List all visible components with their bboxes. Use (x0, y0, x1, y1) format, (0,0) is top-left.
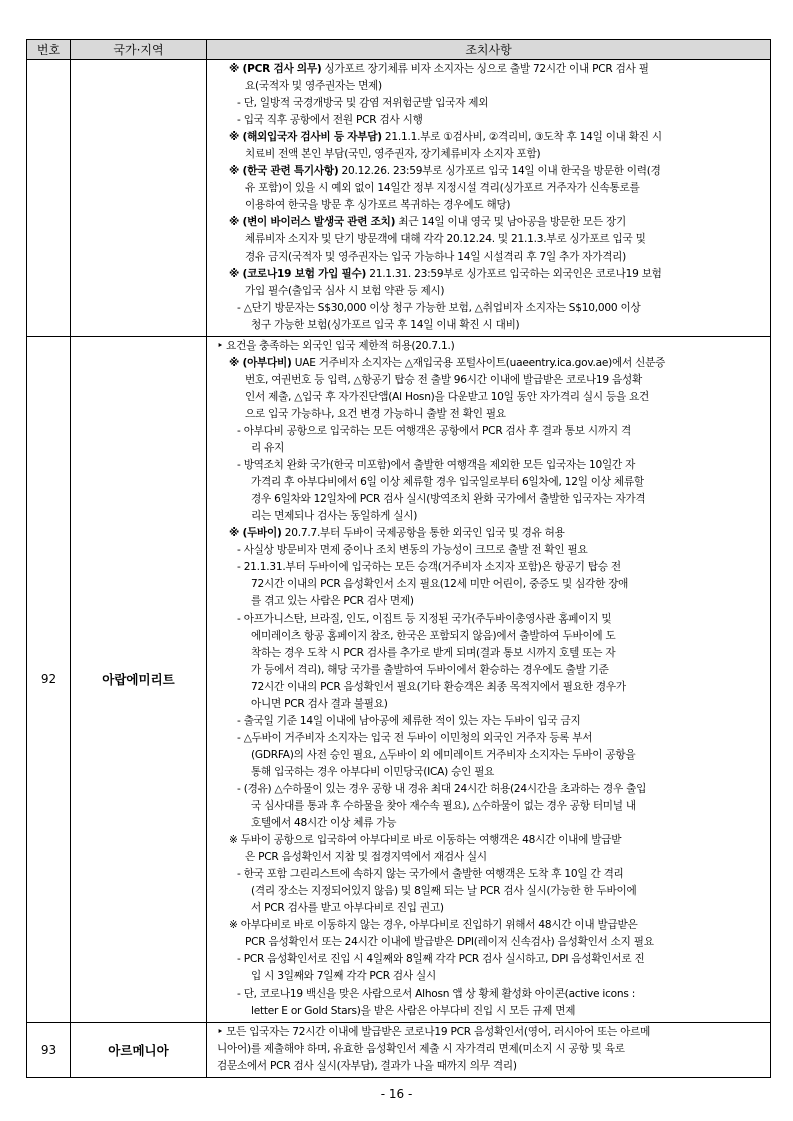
measure-line (217, 146, 760, 163)
measure-text: 21.1.31. 23:59부로 싱가포르 입국하는 외국인은 코로나19 보험 (366, 267, 662, 280)
measure-line (217, 508, 760, 525)
measure-text: - 출국일 기준 14일 이내에 남아공에 체류한 적이 있는 자는 두바이 입국 금지 (237, 714, 581, 727)
measure-line (217, 849, 760, 866)
country-name: 아르메니아 (71, 1022, 207, 1077)
measure-line (217, 747, 760, 764)
measure-line (217, 696, 760, 713)
measure-text: - △단기 방문자는 S$30,000 이상 청구 가능한 보험, △취업비자 소지자는 S$10,000 이상 (237, 301, 641, 314)
measure-text: 이용하여 한국을 방문 후 싱가포르 복귀하는 경우에도 해당) (245, 199, 511, 212)
measure-text: 인서 제출, △입국 후 자가진단앱(Al Hosn)을 다운받고 10일 동안 자가격리 실시 등을 요건 (245, 390, 650, 403)
measures-cell (207, 1022, 771, 1077)
measure-line (217, 645, 760, 662)
measure-line (217, 338, 760, 355)
measure-line (217, 214, 760, 231)
measure-text: - (경유) △수하물이 있는 경우 공항 내 경유 최대 24시간 허용(24시간을 초과하는 경우 출입 (237, 782, 647, 795)
measure-line (217, 163, 760, 180)
measure-text: - 단, 일방적 국경개방국 및 감염 저위험군발 입국자 제외 (237, 97, 489, 110)
measure-text: - 한국 포함 그린리스트에 속하지 않는 국가에서 출발한 여행객은 도착 후 10일 간 격리 (237, 868, 624, 881)
measure-line (217, 1003, 760, 1020)
measure-text: 통해 입국하는 경우 아부다비 이민당국(ICA) 승인 필요 (251, 765, 495, 778)
measure-text: - △두바이 거주비자 소지자는 입국 전 두바이 이민청의 외국인 거주자 등록 부서 (237, 731, 593, 744)
measure-line (217, 112, 760, 129)
measure-heading: ※ (한국 관련 특기사항) (229, 165, 339, 178)
measure-line (217, 559, 760, 576)
measure-line (217, 576, 760, 593)
measure-text: 21.1.1.부로 ①검사비, ②격리비, ③도착 후 14일 이내 확진 시 (381, 131, 662, 144)
measure-text: 를 겪고 있는 사람은 PCR 검사 면제) (251, 595, 414, 608)
measure-text: 서 PCR 검사를 받고 아부다비로 진입 권고) (251, 902, 444, 915)
measure-text: 은 PCR 음성확인서 지참 및 접경지역에서 재검사 실시 (245, 851, 487, 864)
measure-line (217, 95, 760, 112)
measure-text: letter E or Gold Stars)을 받은 사람은 아부다비 진입 시 모든 규제 면제 (251, 1004, 576, 1017)
measure-line (217, 900, 760, 917)
measures-cell (207, 336, 771, 1022)
measure-heading: ※ (코로나19 보험 가입 필수) (229, 267, 367, 280)
measure-line (217, 1024, 760, 1041)
measure-line (217, 917, 760, 934)
measure-text: ※ 아부다비로 바로 이동하지 않는 경우, 아부다비로 진입하기 위해서 48시간 이내 발급받은 (229, 919, 638, 932)
row-number (27, 60, 71, 337)
measure-text: ‣ 모든 입국자는 72시간 이내에 발급받은 코로나19 PCR 음성확인서(영어, 러시아어 또는 아르메 (217, 1025, 651, 1038)
measure-text: 최근 14일 이내 영국 및 남아공을 방문한 모든 장기 (395, 216, 626, 229)
measure-line (217, 180, 760, 197)
measure-text: - 21.1.31.부터 두바이에 입국하는 모든 승객(거주비자 소지자 포함)은 항공기 탑승 전 (237, 561, 621, 574)
measure-text: 가입 필수(출입국 심사 시 보험 약관 등 제시) (245, 284, 445, 297)
measure-line (217, 423, 760, 440)
measure-text: UAE 거주비자 소지자는 △재입국용 포털사이트(uaeentry.ica.gov.ae)에서 신분증 (291, 356, 666, 369)
measure-line (217, 197, 760, 214)
measure-line (217, 491, 760, 508)
measure-line (217, 300, 760, 317)
measure-text: 호텔에서 48시간 이상 체류 가능 (251, 817, 397, 830)
row-number: 93 (27, 1022, 71, 1077)
measure-heading: ※ (두바이) (229, 527, 282, 540)
measure-line (217, 713, 760, 730)
measure-text: 경유 금지(국적자 및 영주권자는 입국 가능하나 14일 시설격리 후 7일 추가 자가격리) (245, 250, 626, 263)
measure-line (217, 231, 760, 248)
measure-heading: ※ (해외입국자 검사비 등 자부담) (229, 131, 382, 144)
measure-line (217, 968, 760, 985)
measure-text: 에미레이츠 항공 홈페이지 참조, 한국은 포함되지 않음)에서 출발하여 두바이에 도 (251, 629, 616, 642)
measure-line (217, 951, 760, 968)
measure-line (217, 730, 760, 747)
measure-line (217, 266, 760, 283)
measure-line (217, 474, 760, 491)
measure-line (217, 628, 760, 645)
measure-text: (GDRFA)의 사전 승인 필요, △두바이 외 에미레이트 거주비자 소지자는 두바이 공항을 (251, 748, 636, 761)
header-number: 번호 (27, 40, 71, 60)
measure-text: 체류비자 소지자 및 단기 방문객에 대해 각각 20.12.24. 및 21.1.3.부로 싱가포르 입국 및 (245, 233, 646, 246)
measure-text: - 사실상 방문비자 면제 중이나 조치 변동의 가능성이 크므로 출발 전 확인 필요 (237, 544, 588, 557)
measure-line (217, 781, 760, 798)
table-row (27, 1022, 771, 1077)
measure-line (217, 542, 760, 559)
measure-line (217, 934, 760, 951)
measure-text: - 입국 직후 공항에서 전원 PCR 검사 시행 (237, 114, 423, 127)
measure-line (217, 355, 760, 372)
measure-text: 니아어)를 제출해야 하며, 유효한 음성확인서 제출 시 자가격리 면제(미소지 시 공항 및 육로 (217, 1042, 625, 1055)
measure-text: 경우 6일차와 12일차에 PCR 검사 실시(방역조치 완화 국가에서 출발한 입국자는 자가격 (251, 493, 646, 506)
measure-text: 싱가포르 장기체류 비자 소지자는 싱으로 출발 72시간 이내 PCR 검사 필 (321, 63, 649, 75)
measure-line (217, 815, 760, 832)
measure-line (217, 457, 760, 474)
measure-text: 으로 입국 가능하나, 요건 변경 가능하니 출발 전 확인 필요 (245, 407, 506, 420)
measure-text: - 아부다비 공항으로 입국하는 모든 여행객은 공항에서 PCR 검사 후 결과 통보 시까지 격 (237, 424, 631, 437)
measure-text: 리는 면제되나 검사는 동일하게 실시) (251, 510, 418, 523)
measure-line (217, 1041, 760, 1058)
measure-line (217, 798, 760, 815)
measure-line (217, 1058, 760, 1075)
measure-text: 가격리 후 아부다비에서 6일 이상 체류할 경우 입국일로부터 6일차에, 12일 이상 체류할 (251, 476, 644, 489)
table-row (27, 336, 771, 1022)
measure-text: 리 유지 (251, 442, 285, 455)
measure-line (217, 883, 760, 900)
header-country: 국가·지역 (71, 40, 207, 60)
measure-line (217, 440, 760, 457)
measure-line (217, 662, 760, 679)
measure-text: 72시간 이내의 PCR 음성확인서 소지 필요(12세 미만 어린이, 중증도 및 심각한 장애 (251, 578, 629, 591)
measure-text: 20.12.26. 23:59부로 싱가포르 입국 14일 이내 한국을 방문한 이력(경 (338, 165, 661, 178)
measure-text: - 아프가니스탄, 브라질, 인도, 이집트 등 지정된 국가(주두바이총영사관 홈페이지 및 (237, 612, 612, 625)
measures-table (26, 39, 771, 1078)
measure-text: 치료비 전액 본인 부담(국민, 영주권자, 장기체류비자 소지자 포함) (245, 148, 541, 161)
measure-text: - PCR 음성확인서로 진입 시 4일째와 8일째 각각 PCR 검사 실시하고, DPI 음성확인서로 진 (237, 953, 645, 966)
measure-line (217, 283, 760, 300)
page-number: - 16 - (380, 1087, 413, 1101)
measure-text: 청구 가능한 보험(싱가포르 입국 후 14일 이내 확진 시 대비) (251, 318, 520, 331)
measure-line (217, 78, 760, 95)
measure-text: 가 등에서 격리), 해당 국가를 출발하여 두바이에서 환승하는 경우에도 출발 기준 (251, 663, 609, 676)
measure-text: 착하는 경우 도착 시 PCR 검사를 추가로 받게 되며(결과 통보 시까지 호텔 또는 자 (251, 646, 616, 659)
measure-text: - 방역조치 완화 국가(한국 미포함)에서 출발한 여행객을 제외한 모든 입국자는 10일간 자 (237, 459, 636, 472)
measure-text: 국 심사대를 통과 후 수하물을 찾아 재수속 필요), △수하물이 없는 경우 공항 터미널 내 (251, 800, 636, 813)
measure-line (217, 866, 760, 883)
header-measures: 조치사항 (207, 40, 771, 60)
measure-text: 요(국적자 및 영주권자는 면제) (245, 80, 382, 93)
country-name: 아랍에미리트 (71, 336, 207, 1022)
measures-cell (207, 60, 771, 337)
measure-line (217, 525, 760, 542)
measure-text: 입 시 3일째와 7일째 각각 PCR 검사 실시 (251, 970, 436, 983)
measure-line (217, 389, 760, 406)
measure-text: ※ 두바이 공항으로 입국하여 아부다비로 바로 이동하는 여행객은 48시간 이내에 발급받 (229, 834, 622, 847)
measure-heading: ※ (변이 바이러스 발생국 관련 조치) (229, 216, 396, 229)
country-name (71, 60, 207, 337)
measure-text: 72시간 이내의 PCR 음성확인서 필요(기타 환승객은 최종 목적지에서 필요한 경우가 (251, 680, 626, 693)
measure-text: - 단, 코로나19 백신을 맞은 사람으로서 Alhosn 앱 상 황체 활성화 아이콘(active icons : (237, 987, 636, 1000)
measure-heading: ※ (아부다비) (229, 356, 292, 369)
measure-line (217, 129, 760, 146)
measure-line (217, 61, 760, 78)
measure-line (217, 611, 760, 628)
measure-text: 20.7.7.부터 두바이 국제공항을 통한 외국인 입국 및 경유 허용 (281, 527, 565, 540)
row-number: 92 (27, 336, 71, 1022)
measure-line (217, 249, 760, 266)
measure-line (217, 317, 760, 334)
measure-heading: ※ (PCR 검사 의무) (229, 63, 322, 75)
measure-text: 번호, 여권번호 등 입력, △항공기 탑승 전 출발 96시간 이내에 발급받은 코로나19 음성확 (245, 373, 642, 386)
measure-text: (격리 장소는 지정되어있지 않음) 및 8일째 되는 날 PCR 검사 실시(가능한 한 두바이에 (251, 885, 637, 898)
measure-text: 아니면 PCR 검사 결과 불필요) (251, 697, 388, 710)
table-row (27, 60, 771, 337)
measure-line (217, 986, 760, 1003)
measure-text: PCR 음성확인서 또는 24시간 이내에 발급받은 DPI(레이저 신속검사) 음성확인서 소지 필요 (245, 936, 654, 949)
measure-line (217, 764, 760, 781)
measure-line (217, 832, 760, 849)
measure-text: ‣ 요건을 충족하는 외국인 입국 제한적 허용(20.7.1.) (217, 339, 455, 352)
measure-line (217, 679, 760, 696)
measure-text: 검문소에서 PCR 검사 실시(자부담), 결과가 나올 때까지 의무 격리) (217, 1059, 517, 1072)
header-row (27, 40, 771, 60)
measure-line (217, 406, 760, 423)
measure-line (217, 372, 760, 389)
measure-text: 유 포함)이 있을 시 예외 없이 14일간 정부 지정시설 격리(싱가포르 거주자가 신속통로를 (245, 182, 640, 195)
measure-line (217, 593, 760, 610)
